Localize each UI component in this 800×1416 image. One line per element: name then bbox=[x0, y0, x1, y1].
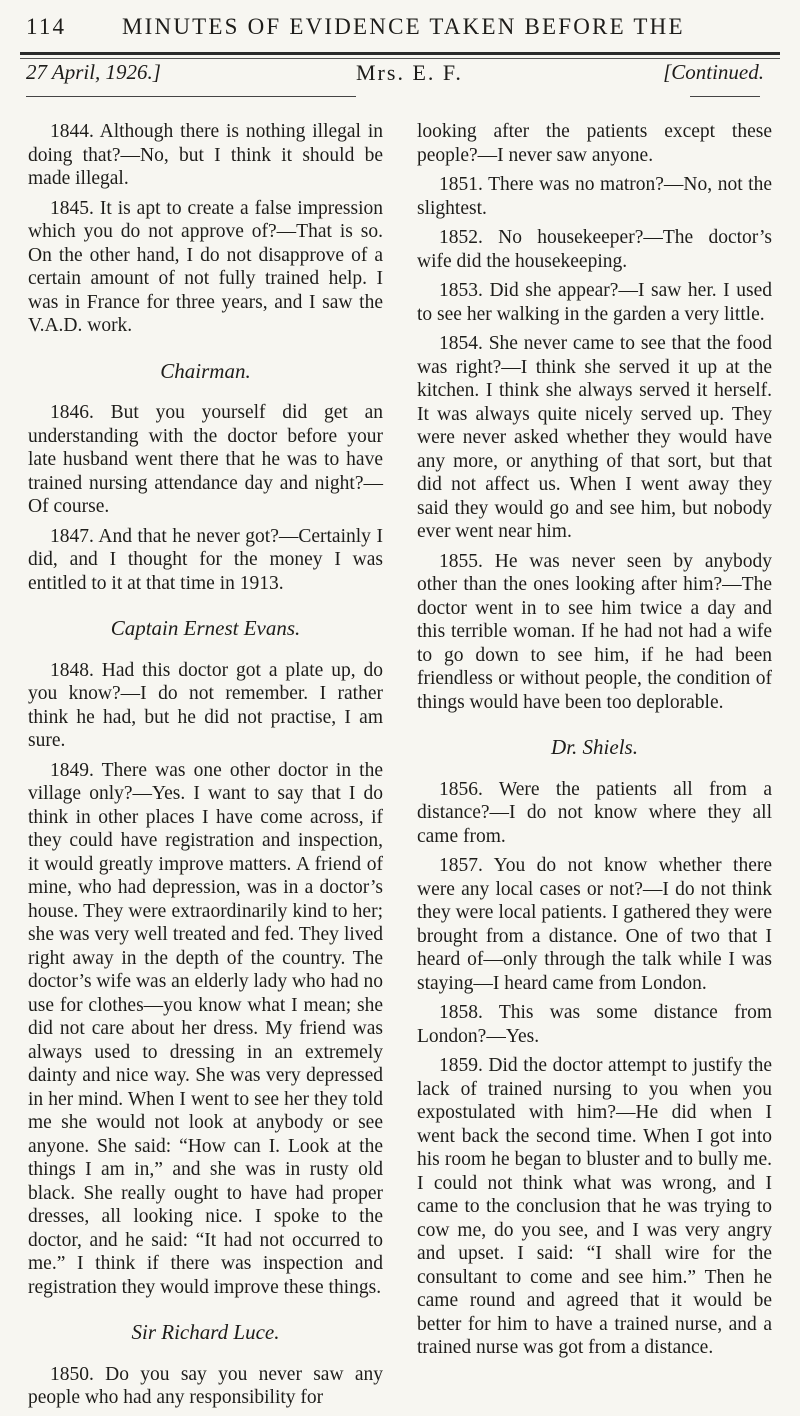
header-rule-thin bbox=[20, 58, 780, 59]
question-1851: 1851. There was no matron?—No, not the slightest. bbox=[417, 174, 772, 219]
running-header bbox=[26, 14, 774, 48]
question-1844: 1844. Although there is nothing illegal in doing that?—No, but I think it should be made illegal. bbox=[28, 121, 383, 189]
left-column bbox=[28, 120, 383, 1416]
question-1847: 1847. And that he never got?—Certainly I did, and I thought for the money I was entitled to it at that time in 1913. bbox=[28, 525, 383, 594]
question-1856: 1856. Were the patients all from a distance?—I do not know where they all came from. bbox=[417, 778, 772, 847]
right-column bbox=[417, 120, 772, 1366]
question-1855: 1855. He was never seen by anybody other than the ones looking after him?—The doctor went in to see him twice a day and this terrible woman. If he had not had a wife to go down to see him, if he had been friendless or without people, the condition of things would have been too deplorable. bbox=[417, 550, 772, 713]
hearing-date: 27 April, 1926.] bbox=[26, 60, 161, 84]
question-1848: 1848. Had this doctor got a plate up, do you know?—I do not remember. I rather think he had, but he did not practise, I am sure. bbox=[28, 659, 383, 751]
question-1850-start: 1850. Do you say you never saw any people who had any responsibility for bbox=[28, 1363, 383, 1408]
sub-header bbox=[26, 60, 774, 90]
page-number: 114 bbox=[26, 14, 67, 39]
witness-name: Mrs. E. F. bbox=[356, 60, 463, 85]
header-rule bbox=[20, 52, 780, 55]
question-1853: 1853. Did she appear?—I saw her. I used to see her walking in the garden a very little. bbox=[417, 280, 772, 325]
question-1849: 1849. There was one other doctor in the village only?—Yes. I want to say that I do think in other places I have come across, if they could have registration and inspection, it would greatly improve matters. A friend of mine, who had depression, was in a doctor’s house. They were extraordinarily kind to her; she was very well treated and fed. They lived right away in the depth of the country. The doctor’s wife was an elderly lady who had no use for clothes—you know what I mean; she did not care about her dress. My friend was always used to dressing in an extremely dainty and nice way. She was very depressed in her mind. When I went to see her they told me she would not look at anybody or see anyone. She said: “How can I. Look at the things I am in,” and she was in rusty old black. She really ought to have had proper dresses, all looking nice. I spoke to the doctor, and he said: “It had not occurred to me.” I think if there was inspection and registration they would improve these things. bbox=[28, 759, 383, 1298]
question-1859: 1859. Did the doctor attempt to justify the lack of trained nursing to you when you expostulated with him?—He did when I went back the second time. When I got into his room he began to bluster and to bully me. I could not think what was wrong, and I came to the conclusion that he was trying to cow me, do you see, and I was very angry and upset. I said: “I shall wire for the consultant to come and see him.” Then he came round and agreed that it would be better for him to have a trained nurse, and a trained nurse was got from a distance. bbox=[417, 1055, 772, 1358]
subheader-rule-left bbox=[26, 96, 356, 97]
question-1858: 1858. This was some distance from London?—Yes. bbox=[417, 1002, 772, 1047]
speaker-heading: Captain Ernest Evans. bbox=[110, 616, 301, 640]
running-title: MINUTES OF EVIDENCE TAKEN BEFORE THE bbox=[122, 14, 685, 39]
speaker-heading: Chairman. bbox=[160, 358, 251, 383]
question-1854: 1854. She never came to see that the food was right?—I think she served it up at the kitchen. I think she always served it herself. It was always quite nicely served up. They were never asked whether they would have any more, or anything of that sort, but that did not affect us. When I went away they said they would go and see him, but nobody ever went near him. bbox=[417, 333, 772, 542]
continued-label: [Continued. bbox=[663, 60, 764, 84]
question-1852: 1852. No housekeeper?—The doctor’s wife did the housekeeping. bbox=[417, 227, 772, 272]
question-1845: 1845. It is apt to create a false impression which you do not approve of?—That is so. On the other hand, I do not disapprove of a certain amount of not fully trained help. I was in France for three years, and I saw the V.A.D. work. bbox=[28, 197, 383, 336]
question-1846: 1846. But you yourself did get an understanding with the doctor before your late husband went there that he was to have trained nursing attendance day and night?—Of course. bbox=[28, 402, 383, 517]
speaker-heading: Dr. Shiels. bbox=[551, 735, 638, 759]
speaker-heading: Sir Richard Luce. bbox=[131, 1320, 280, 1344]
question-1850-end: looking after the patients except these people?—I never saw anyone. bbox=[417, 121, 772, 166]
subheader-rule-right bbox=[690, 96, 760, 97]
question-1857: 1857. You do not know whether there were any local cases or not?—I do not think they were local patients. I gathered they were brought from a distance. One of two that I heard of—only through the talk while I was staying—I heard came from London. bbox=[417, 855, 772, 994]
